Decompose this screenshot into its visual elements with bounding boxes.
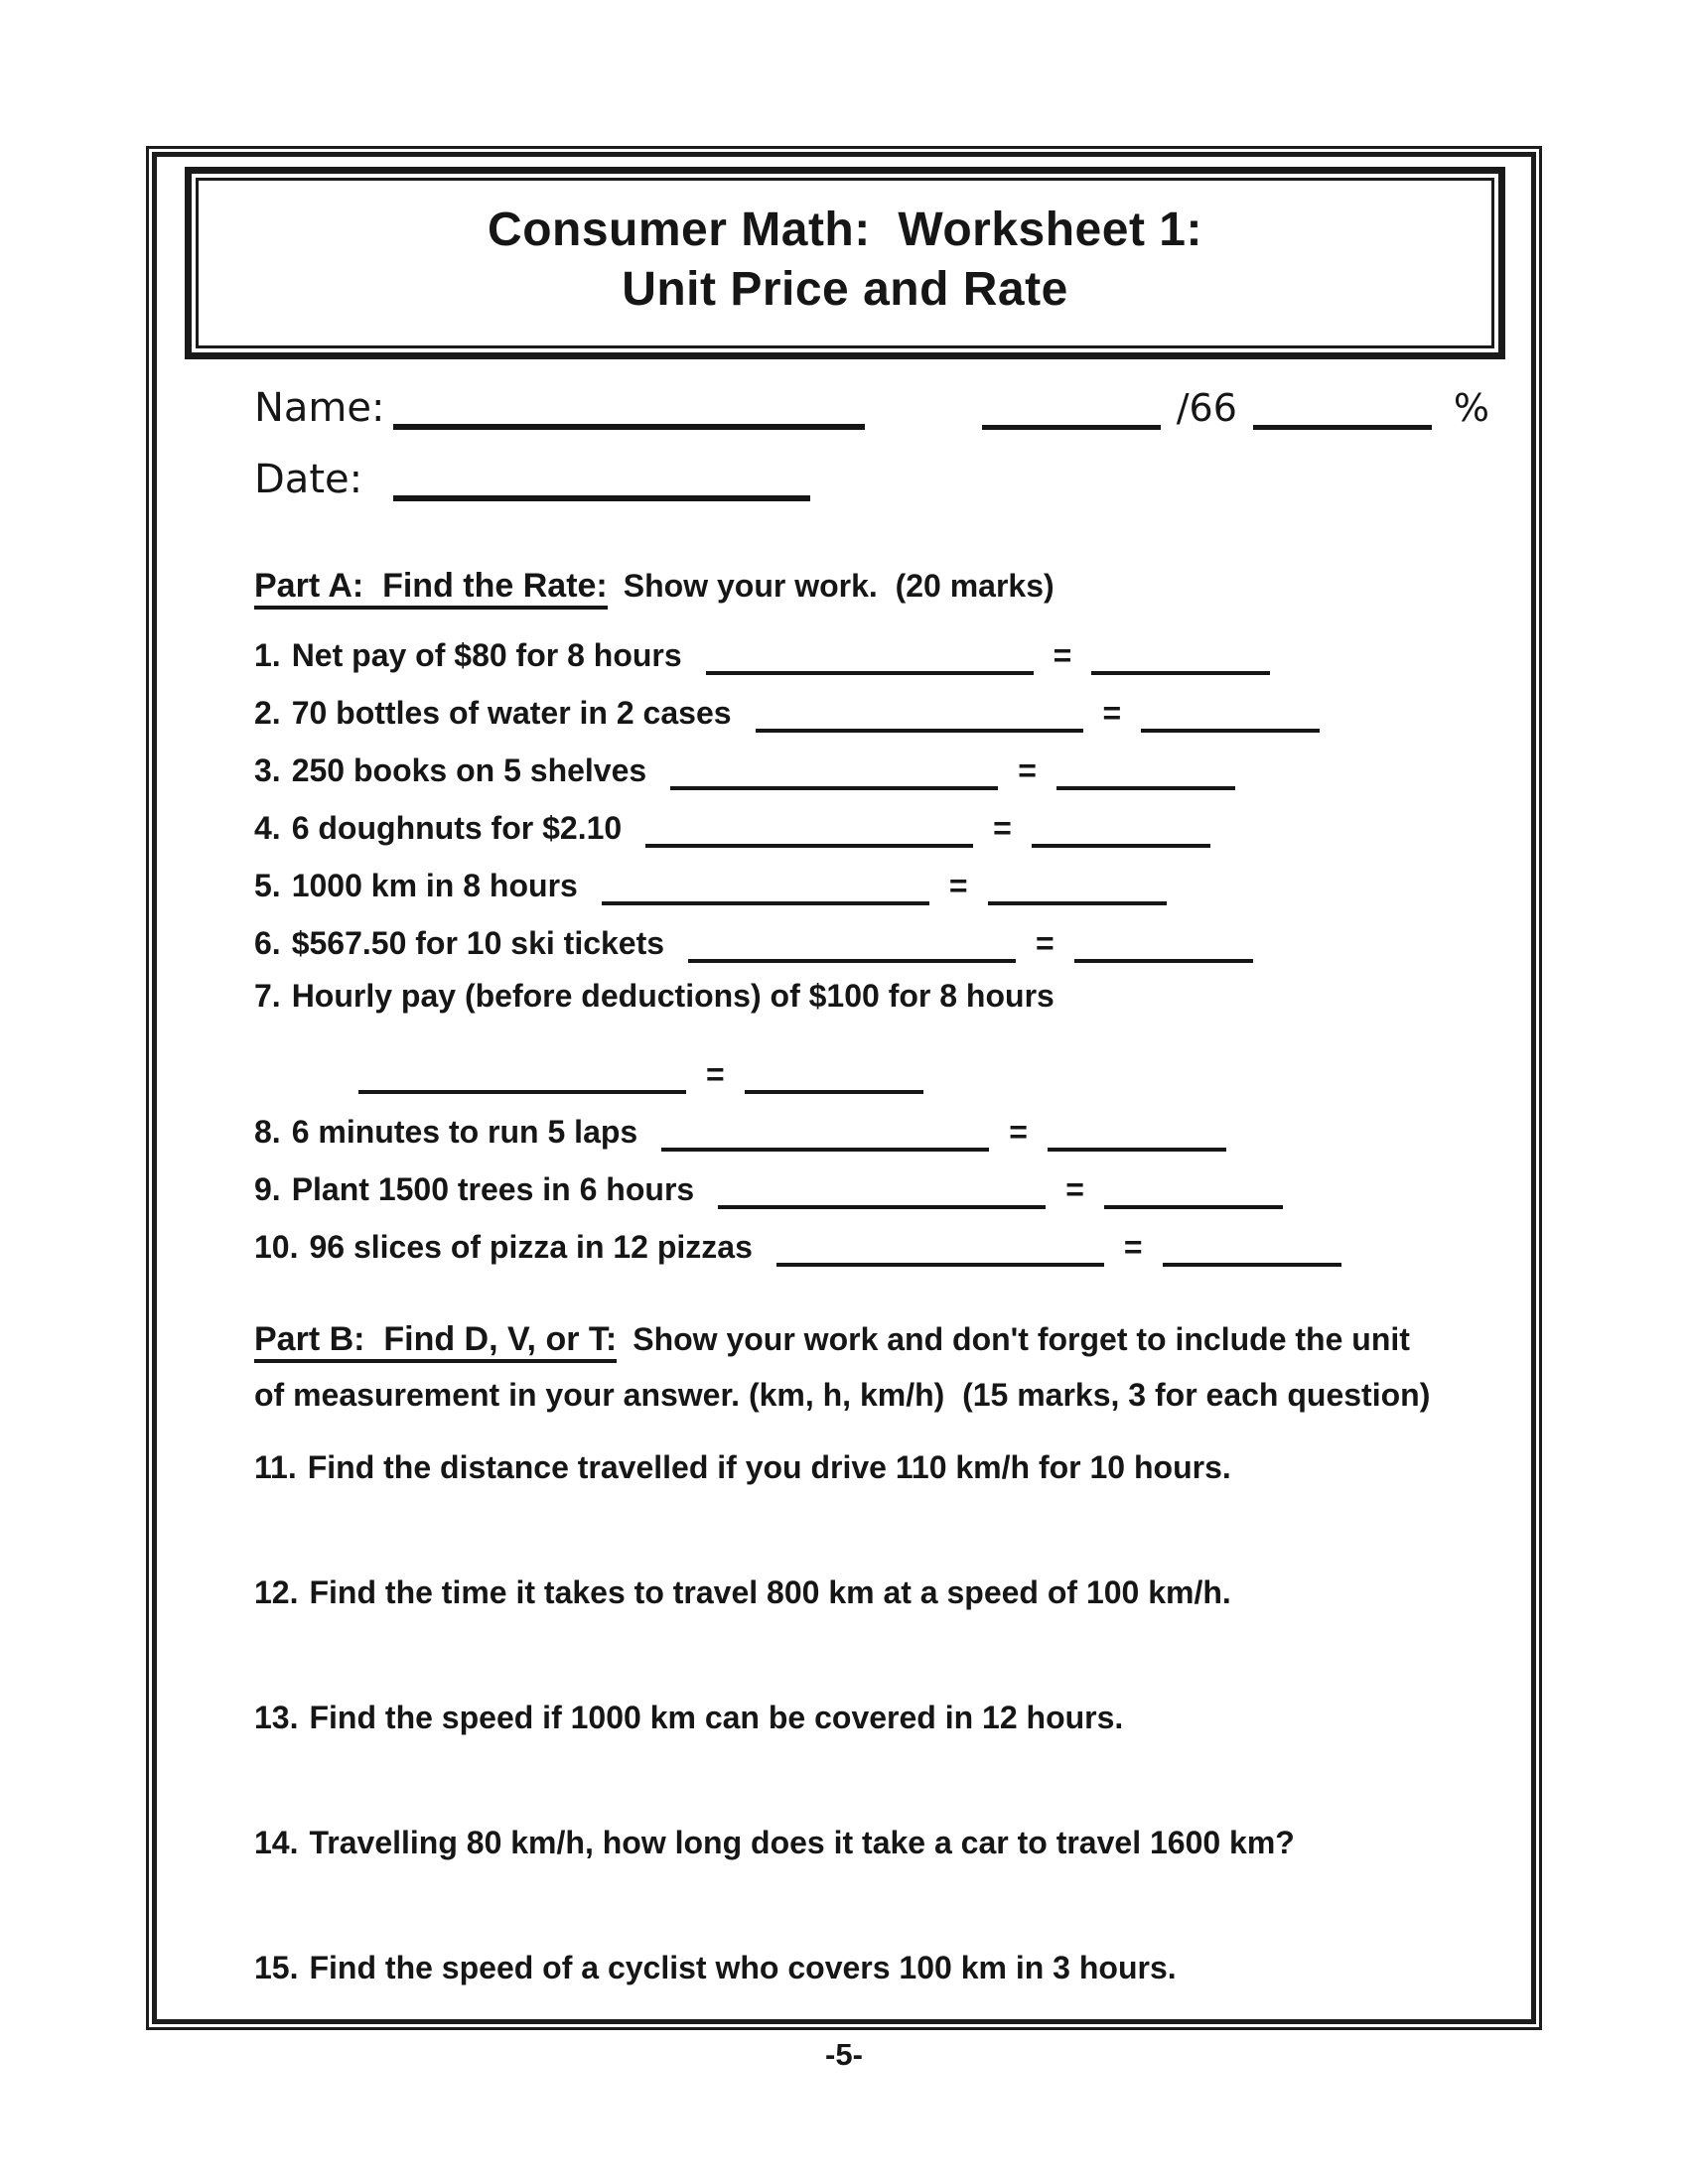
- name-label: Name:: [254, 385, 385, 431]
- part-a-heading-line: [254, 562, 1517, 616]
- item-6: [254, 920, 1531, 978]
- result-blank-line: [1032, 814, 1210, 848]
- item-text: Plant 1500 trees in 6 hours: [291, 1171, 695, 1207]
- item-number: 7.: [254, 978, 281, 1014]
- answer-blank-line: [706, 641, 1034, 675]
- question-number: 14.: [254, 1825, 299, 1860]
- equals-sign: =: [706, 1056, 725, 1092]
- question-number: 12.: [254, 1574, 299, 1610]
- item-7-answer-row: [358, 1051, 1531, 1109]
- item-text: 96 slices of pizza in 12 pizzas: [309, 1229, 753, 1265]
- item-number: 5.: [254, 868, 281, 903]
- part-a-items: [157, 632, 1531, 1282]
- question-number: 13.: [254, 1700, 299, 1735]
- answer-blank-line: [776, 1233, 1104, 1267]
- page-border-outer: [146, 146, 1542, 2030]
- question-13: [254, 1700, 1531, 1736]
- item-number: 3.: [254, 752, 281, 788]
- answer-blank-line: [670, 756, 998, 790]
- item-number: 1.: [254, 637, 281, 673]
- part-b-instructions-line2: of measurement in your answer. (km, h, km/h) (15 marks, 3 for each question): [254, 1377, 1431, 1413]
- question-12: [254, 1574, 1531, 1611]
- date-row: [254, 457, 1489, 528]
- item-9: [254, 1166, 1531, 1224]
- part-a-instructions: Show your work. (20 marks): [623, 568, 1055, 604]
- item-number: 10.: [254, 1229, 299, 1265]
- result-blank-line: [745, 1060, 923, 1094]
- part-b-instructions-line1: Show your work and don't forget to include the unit: [633, 1321, 1410, 1357]
- part-b-heading-line: [254, 1315, 1517, 1370]
- result-blank-line: [1074, 929, 1253, 963]
- part-a-heading: Part A: Find the Rate:: [254, 567, 608, 610]
- date-blank-line: [393, 466, 810, 501]
- student-info-block: [254, 385, 1489, 528]
- item-text: 6 doughnuts for $2.10: [291, 810, 623, 846]
- equals-sign: =: [1018, 752, 1037, 788]
- question-14: [254, 1825, 1531, 1861]
- title-box: [185, 167, 1505, 359]
- part-b-heading: Part B: Find D, V, or T:: [254, 1320, 617, 1363]
- result-blank-line: [1056, 756, 1235, 790]
- equals-sign: =: [1053, 637, 1072, 673]
- result-blank-line: [1104, 1175, 1283, 1209]
- title-box-inner: [196, 178, 1494, 348]
- item-2: [254, 690, 1531, 748]
- answer-blank-line: [602, 872, 929, 905]
- item-number: 2.: [254, 695, 281, 731]
- item-number: 8.: [254, 1114, 281, 1150]
- score-denominator: /66: [1176, 386, 1237, 430]
- equals-sign: =: [993, 810, 1012, 846]
- item-8: [254, 1109, 1531, 1166]
- question-text: Travelling 80 km/h, how long does it take a car to travel 1600 km?: [309, 1825, 1295, 1860]
- part-b-questions: [157, 1449, 1531, 1986]
- question-text: Find the time it takes to travel 800 km at a speed of 100 km/h.: [309, 1574, 1231, 1610]
- item-3: [254, 748, 1531, 805]
- item-5: [254, 863, 1531, 920]
- item-1: [254, 632, 1531, 690]
- worksheet-title-line1: Consumer Math: Worksheet 1:: [488, 204, 1202, 256]
- item-10: [254, 1224, 1531, 1282]
- item-4: [254, 805, 1531, 863]
- percent-symbol: %: [1453, 386, 1489, 430]
- question-text: Find the speed if 1000 km can be covered in 12 hours.: [309, 1700, 1124, 1735]
- item-text: 250 books on 5 shelves: [291, 752, 647, 788]
- question-text: Find the speed of a cyclist who covers 100 km in 3 hours.: [309, 1950, 1177, 1985]
- result-blank-line: [988, 872, 1167, 905]
- answer-blank-line: [358, 1060, 686, 1094]
- answer-blank-line: [756, 699, 1083, 733]
- page-border-inner: [152, 152, 1536, 2024]
- item-text: 6 minutes to run 5 laps: [291, 1114, 638, 1150]
- result-blank-line: [1091, 641, 1270, 675]
- item-text: Net pay of $80 for 8 hours: [291, 637, 682, 673]
- question-11: [254, 1449, 1531, 1486]
- item-number: 9.: [254, 1171, 281, 1207]
- question-number: 15.: [254, 1950, 299, 1985]
- question-15: [254, 1950, 1531, 1986]
- equals-sign: =: [1009, 1114, 1028, 1150]
- page-number: -5-: [825, 2037, 863, 2072]
- answer-blank-line: [661, 1118, 989, 1152]
- equals-sign: =: [1123, 1229, 1143, 1265]
- question-number: 11.: [254, 1449, 297, 1485]
- result-blank-line: [1163, 1233, 1341, 1267]
- equals-sign: =: [1102, 695, 1122, 731]
- item-number: 4.: [254, 810, 281, 846]
- item-7: [254, 978, 1531, 1035]
- question-text: Find the distance travelled if you drive 110 km/h for 10 hours.: [307, 1449, 1231, 1485]
- name-blank-line: [393, 394, 865, 430]
- result-blank-line: [1048, 1118, 1226, 1152]
- answer-blank-line: [645, 814, 973, 848]
- result-blank-line: [1141, 699, 1320, 733]
- worksheet-title-line2: Unit Price and Rate: [622, 263, 1068, 316]
- percent-blank-line: [1253, 395, 1432, 430]
- item-text: Hourly pay (before deductions) of $100 for 8 hours: [291, 978, 1055, 1014]
- item-number: 6.: [254, 925, 281, 961]
- score-group: [982, 386, 1489, 430]
- name-row: [254, 385, 1489, 457]
- equals-sign: =: [948, 868, 968, 903]
- score-blank-line: [982, 395, 1161, 430]
- answer-blank-line: [718, 1175, 1046, 1209]
- equals-sign: =: [1036, 925, 1055, 961]
- item-text: $567.50 for 10 ski tickets: [291, 925, 665, 961]
- item-text: 1000 km in 8 hours: [291, 868, 578, 903]
- equals-sign: =: [1065, 1171, 1084, 1207]
- date-label: Date:: [254, 457, 363, 502]
- answer-blank-line: [688, 929, 1016, 963]
- item-text: 70 bottles of water in 2 cases: [291, 695, 732, 731]
